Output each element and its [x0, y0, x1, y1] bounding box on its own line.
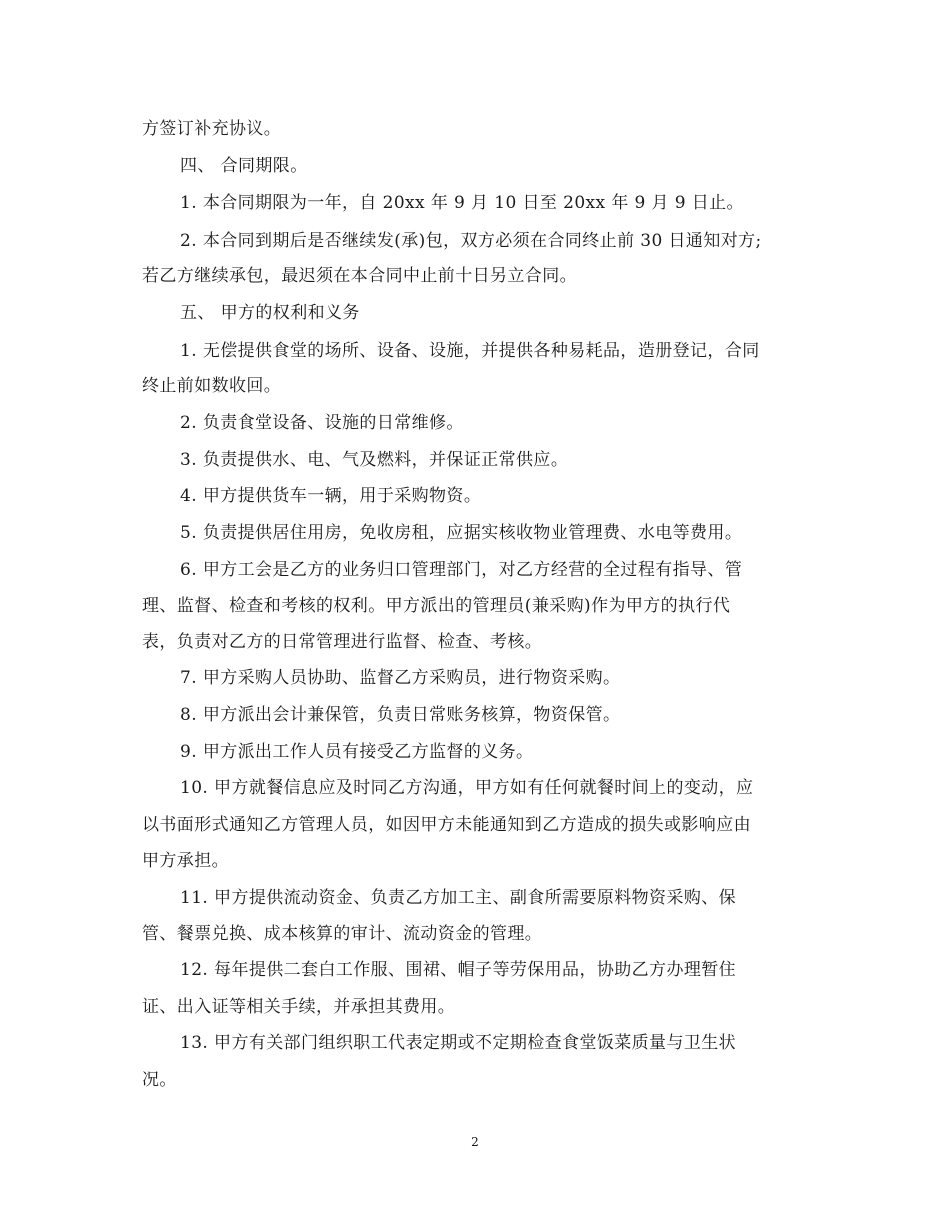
- page-number: 2: [471, 1135, 479, 1149]
- text-line: 4. 甲方提供货车一辆，用于采购物资。: [180, 486, 482, 506]
- text-line: 11. 甲方提供流动资金、负责乙方加工主、副食所需要原料物资采购、保: [180, 888, 737, 908]
- text-line: 3. 负责提供水、电、气及燃料，并保证正常供应。: [180, 450, 569, 470]
- text-line: 9. 甲方派出工作人员有接受乙方监督的义务。: [180, 742, 534, 762]
- text-line: 表，负责对乙方的日常管理进行监督、检查、考核。: [142, 632, 543, 652]
- text-line: 方签订补充协议。: [142, 119, 282, 139]
- text-line: 证、出入证等相关手续，并承担其费用。: [142, 997, 456, 1017]
- text-line: 甲方承担。: [142, 851, 229, 871]
- text-line: 终止前如数收回。: [142, 376, 282, 396]
- text-line: 2. 负责食堂设备、设施的日常维修。: [180, 413, 464, 433]
- text-line: 若乙方继续承包，最迟须在本合同中止前十日另立合同。: [142, 266, 577, 286]
- text-line: 以书面形式通知乙方管理人员，如因甲方未能通知到乙方造成的损失或影响应由: [142, 815, 751, 835]
- text-line: 12. 每年提供二套白工作服、围裙、帽子等劳保用品，协助乙方办理暂住: [180, 960, 737, 980]
- text-line: 10. 甲方就餐信息应及时同乙方沟通，甲方如有任何就餐时间上的变动，应: [180, 778, 754, 798]
- text-line: 管、餐票兑换、成本核算的审计、流动资金的管理。: [142, 924, 543, 944]
- text-line: 8. 甲方派出会计兼保管，负责日常账务核算，物资保管。: [180, 705, 621, 725]
- text-line: 6. 甲方工会是乙方的业务归口管理部门，对乙方经营的全过程有指导、管: [180, 560, 743, 580]
- text-line: 5. 负责提供居住用房，免收房租，应据实核收物业管理费、水电等费用。: [180, 523, 743, 543]
- text-line: 2. 本合同到期后是否继续发(承)包，双方必须在合同终止前 30 日通知对方;: [180, 231, 762, 251]
- text-line: 1. 本合同期限为一年，自 20xx 年 9 月 10 日至 20xx 年 9 月 9 日止。: [180, 193, 744, 213]
- section-heading: 四、 合同期限。: [180, 156, 308, 176]
- text-line: 理、监督、检查和考核的权利。甲方派出的管理员(兼采购)作为甲方的执行代: [142, 596, 731, 616]
- text-line: 况。: [142, 1070, 177, 1090]
- text-line: 7. 甲方采购人员协助、监督乙方采购员，进行物资采购。: [180, 668, 621, 688]
- text-line: 13. 甲方有关部门组织职工代表定期或不定期检查食堂饭菜质量与卫生状: [180, 1033, 737, 1053]
- section-heading: 五、 甲方的权利和义务: [180, 303, 360, 323]
- text-line: 1. 无偿提供食堂的场所、设备、设施，并提供各种易耗品，造册登记，合同: [180, 341, 760, 361]
